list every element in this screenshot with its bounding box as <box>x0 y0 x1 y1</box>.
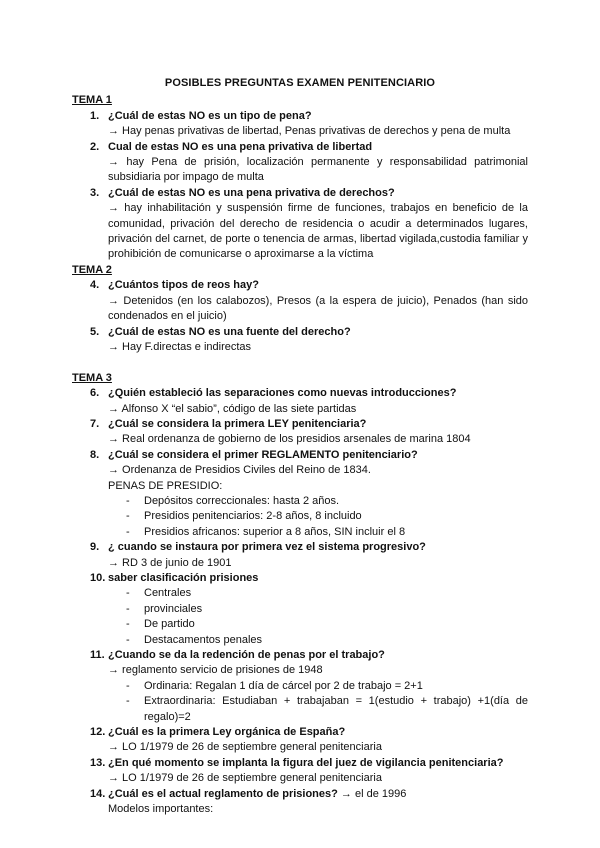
question-number: 4. <box>90 279 100 292</box>
question-4 <box>72 278 528 293</box>
question-7 <box>72 417 528 432</box>
question-number: 3. <box>90 186 100 199</box>
question-13 <box>72 756 528 771</box>
section-heading-tema-2: TEMA 2 <box>72 263 112 276</box>
question-text: ¿Cuál de estas NO es una pena privativa de derechos? <box>108 186 395 199</box>
document-content <box>72 76 528 817</box>
question-12 <box>72 725 528 740</box>
answer-7: → Real ordenanza de gobierno de los presidios arsenales de marina 1804 <box>108 433 471 446</box>
list-item: - Destacamentos penales <box>126 633 263 646</box>
question-text: ¿Cuál de estas NO es una fuente del derecho? <box>108 325 351 338</box>
question-text: ¿Quién estableció las separaciones como nuevas introducciones? <box>108 387 457 400</box>
answer-2: → hay Pena de prisión, localización permanente y responsabilidad patrimonial subsidiaria por impago de multa <box>108 156 528 184</box>
list-item: - provinciales <box>126 602 203 615</box>
list-item: - Centrales <box>126 587 192 600</box>
answer-8: → Ordenanza de Presidios Civiles del Reino de 1834. <box>108 464 371 477</box>
answer-6: → Alfonso X “el sabio”, código de las siete partidas <box>108 402 357 415</box>
question-number: 10. <box>90 571 106 584</box>
answer-12: → LO 1/1979 de 26 de septiembre general penitenciaria <box>108 741 382 754</box>
question-3 <box>72 186 528 201</box>
question-9 <box>72 540 528 555</box>
answer-1: → Hay penas privativas de libertad, Penas privativas de derechos y pena de multa <box>108 125 511 138</box>
list-item: - Depósitos correccionales: hasta 2 años. <box>126 494 340 507</box>
question-text: ¿Cuando se da la redención de penas por el trabajo? <box>108 649 385 662</box>
question-text: ¿ cuando se instaura por primera vez el sistema progresivo? <box>108 541 426 554</box>
list-item: - De partido <box>126 618 195 631</box>
question-number: 8. <box>90 448 100 461</box>
note-penas-de-presidio: PENAS DE PRESIDIO: <box>108 479 223 492</box>
redencion-list <box>72 679 528 725</box>
answer-5: → Hay F.directas e indirectas <box>108 340 252 353</box>
penas-presidio-list <box>72 494 528 540</box>
question-number: 2. <box>90 140 100 153</box>
question-text: ¿Cuál es el actual reglamento de prisiones? <box>108 787 338 800</box>
question-number: 6. <box>90 387 100 400</box>
question-text: ¿Cuál se considera la primera LEY penitenciaria? <box>108 417 367 430</box>
question-5 <box>72 325 528 340</box>
question-11 <box>72 648 528 663</box>
question-number: 5. <box>90 325 100 338</box>
question-2 <box>72 140 528 155</box>
answer-11: → reglamento servicio de prisiones de 1948 <box>108 664 323 677</box>
answer-9: → RD 3 de junio de 1901 <box>108 556 232 569</box>
question-8 <box>72 448 528 463</box>
list-item: - Presidios penitenciarios: 2-8 años, 8 incluido <box>126 510 362 523</box>
answer-4: → Detenidos (en los calabozos), Presos (a la espera de juicio), Penados (han sido condenados en el juicio) <box>108 294 528 323</box>
list-item: - Presidios africanos: superior a 8 años, SIN incluir el 8 <box>126 525 406 538</box>
section-heading-tema-3: TEMA 3 <box>72 371 112 384</box>
question-1 <box>72 109 528 124</box>
list-item: - Ordinaria: Regalan 1 día de cárcel por 2 de trabajo = 2+1 <box>126 679 423 692</box>
question-number: 12. <box>90 726 106 739</box>
question-number: 1. <box>90 109 100 122</box>
document-title: POSIBLES PREGUNTAS EXAMEN PENITENCIARIO <box>164 77 436 89</box>
question-text: ¿Cuál de estas NO es un tipo de pena? <box>108 109 312 122</box>
question-14 <box>72 787 528 802</box>
question-6 <box>72 386 528 401</box>
answer-13: → LO 1/1979 de 26 de septiembre general penitenciaria <box>108 772 382 785</box>
inline-answer: → el de 1996 <box>340 787 407 800</box>
question-text: ¿Cuál es la primera Ley orgánica de España? <box>108 726 346 739</box>
question-number: 9. <box>90 541 100 554</box>
question-text: ¿Cuántos tipos de reos hay? <box>108 279 259 292</box>
question-text: ¿Cuál se considera el primer REGLAMENTO penitenciario? <box>108 448 418 461</box>
answer-3: → hay inhabilitación y suspensión firme de funciones, trabajos en beneficio de la comunidad, privación del derecho de residencia o acudir a determinados lugares, privación del carnet, de porte o tenencia de armas, libertad vigilada,custodia familiar y prohibición de comunicarse o aproximarse a la víctima <box>108 202 528 261</box>
question-number: 11. <box>90 649 105 662</box>
question-number: 14. <box>90 787 106 800</box>
note-modelos-importantes: Modelos importantes: <box>108 803 214 816</box>
question-10 <box>72 571 528 586</box>
question-number: 13. <box>90 756 106 769</box>
list-item: - Extraordinaria: Estudiaban + trabajaban = 1(estudio + trabajo) +1(día de regalo)=2 <box>126 695 528 723</box>
question-text: ¿En qué momento se implanta la figura del juez de vigilancia penitenciaria? <box>108 756 504 769</box>
question-number: 7. <box>90 417 100 430</box>
clasificacion-prisiones-list <box>72 586 528 648</box>
question-text: Cual de estas NO es una pena privativa de libertad <box>108 140 373 153</box>
section-heading-tema-1: TEMA 1 <box>72 94 112 107</box>
question-text: saber clasificación prisiones <box>108 571 259 584</box>
